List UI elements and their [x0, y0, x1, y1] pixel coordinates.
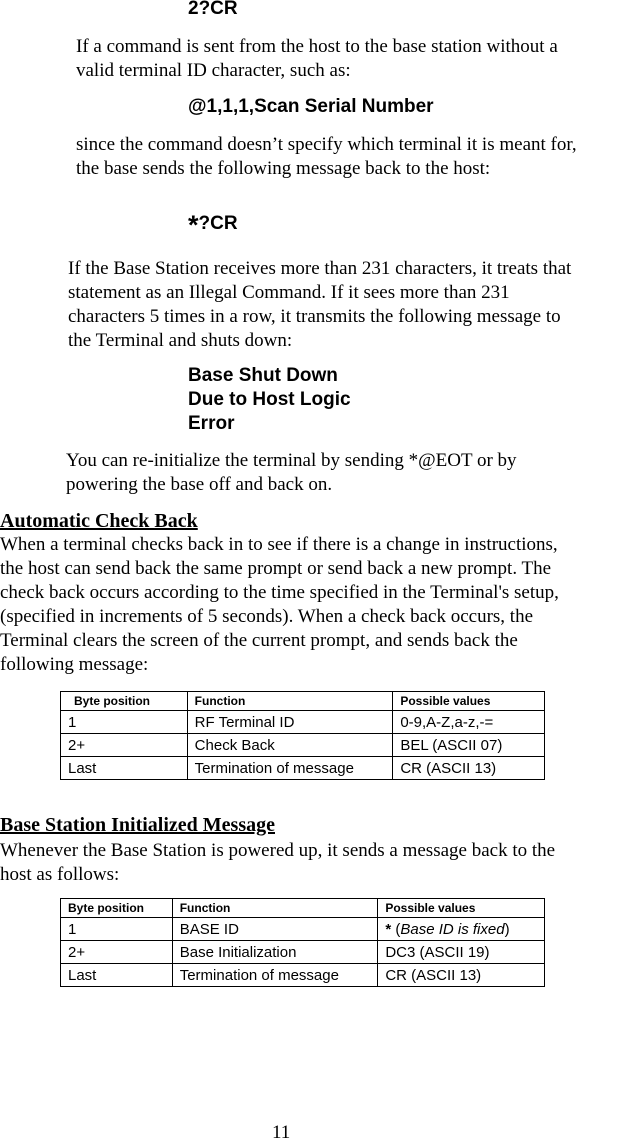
heading-automatic-check-back: Automatic Check Back	[0, 510, 198, 532]
table-header-row	[61, 899, 545, 918]
paragraph-line: the Terminal and shuts down:	[68, 330, 293, 351]
paragraph-line: since the command doesn’t specify which terminal it is meant for,	[76, 134, 577, 155]
table-cell-base-id-value	[378, 918, 545, 941]
table-cell: Last	[61, 964, 173, 987]
paragraph-line: You can re-initialize the terminal by sending *@EOT or by	[66, 450, 517, 471]
paragraph-line: Terminal clears the screen of the current prompt, and sends back the	[0, 630, 518, 651]
paragraph-invalid-terminal	[76, 35, 558, 83]
code-example-command: @1,1,1,Scan Serial Number	[188, 96, 434, 117]
star-symbol: *	[188, 210, 199, 240]
paragraph-line: the host can send back the same prompt or send back a new prompt. The	[0, 558, 552, 579]
code-line: Base Shut Down	[188, 365, 338, 386]
paragraph-line: host as follows:	[0, 864, 120, 885]
paragraph-reinitialize	[66, 449, 517, 497]
value-open: (	[391, 920, 401, 938]
paragraph-line: valid terminal ID character, such as:	[76, 60, 351, 81]
header-function: Function	[187, 692, 393, 711]
table-cell: Termination of message	[172, 964, 378, 987]
paragraph-line: the base sends the following message back to the host:	[76, 158, 491, 179]
paragraph-line: powering the base off and back on.	[66, 474, 333, 495]
paragraph-line: If a command is sent from the host to the base station without a	[76, 36, 558, 57]
header-possible-values: Possible values	[378, 899, 545, 918]
table-row	[61, 734, 545, 757]
heading-base-station-initialized: Base Station Initialized Message	[0, 814, 275, 836]
paragraph-check-back	[0, 533, 559, 677]
table-row	[61, 941, 545, 964]
paragraph-unspecified-terminal	[76, 133, 577, 181]
star-message-suffix: ?CR	[198, 213, 238, 234]
paragraph-illegal-command	[68, 257, 571, 353]
header-function: Function	[172, 899, 378, 918]
table-row	[61, 711, 545, 734]
table-cell: CR (ASCII 13)	[378, 964, 545, 987]
paragraph-line: characters 5 times in a row, it transmits the following message to	[68, 306, 561, 327]
check-back-table	[60, 691, 545, 780]
table-header-row	[61, 692, 545, 711]
header-byte-position: Byte position	[61, 692, 188, 711]
code-invalid-terminal: 2?CR	[188, 0, 238, 19]
value-note: Base ID is fixed	[400, 920, 505, 938]
table-cell: CR (ASCII 13)	[393, 757, 545, 780]
table-cell: BASE ID	[172, 918, 378, 941]
star-symbol: *	[385, 920, 392, 938]
paragraph-initialized	[0, 839, 555, 887]
code-star-message	[188, 210, 238, 240]
table-cell: Check Back	[187, 734, 393, 757]
table-row	[61, 918, 545, 941]
paragraph-line: If the Base Station receives more than 231 characters, it treats that	[68, 258, 572, 279]
table-cell: 1	[61, 918, 173, 941]
page-number: 11	[272, 1122, 291, 1143]
code-line: Due to Host Logic	[188, 389, 351, 410]
table-cell: 2+	[61, 941, 173, 964]
code-line: Error	[188, 413, 235, 434]
initialized-table	[60, 898, 545, 987]
paragraph-line: following message:	[0, 654, 149, 675]
table-cell: Last	[61, 757, 188, 780]
table-cell: RF Terminal ID	[187, 711, 393, 734]
paragraph-line: (specified in increments of 5 seconds). When a check back occurs, the	[0, 606, 534, 627]
table-cell: 1	[61, 711, 188, 734]
table-cell: DC3 (ASCII 19)	[378, 941, 545, 964]
header-possible-values: Possible values	[393, 692, 545, 711]
paragraph-line: Whenever the Base Station is powered up, it sends a message back to the	[0, 840, 556, 861]
paragraph-line: When a terminal checks back in to see if there is a change in instructions,	[0, 534, 558, 555]
table-cell: Base Initialization	[172, 941, 378, 964]
table-row	[61, 964, 545, 987]
table-cell: 0-9,A-Z,a-z,-=	[393, 711, 545, 734]
value-close: )	[504, 920, 510, 938]
paragraph-line: statement as an Illegal Command. If it sees more than 231	[68, 282, 510, 303]
table-row	[61, 757, 545, 780]
header-byte-position: Byte position	[61, 899, 173, 918]
paragraph-line: check back occurs according to the time specified in the Terminal's setup,	[0, 582, 559, 603]
table-cell: Termination of message	[187, 757, 393, 780]
table-cell: BEL (ASCII 07)	[393, 734, 545, 757]
code-shutdown-message	[188, 364, 351, 436]
table-cell: 2+	[61, 734, 188, 757]
